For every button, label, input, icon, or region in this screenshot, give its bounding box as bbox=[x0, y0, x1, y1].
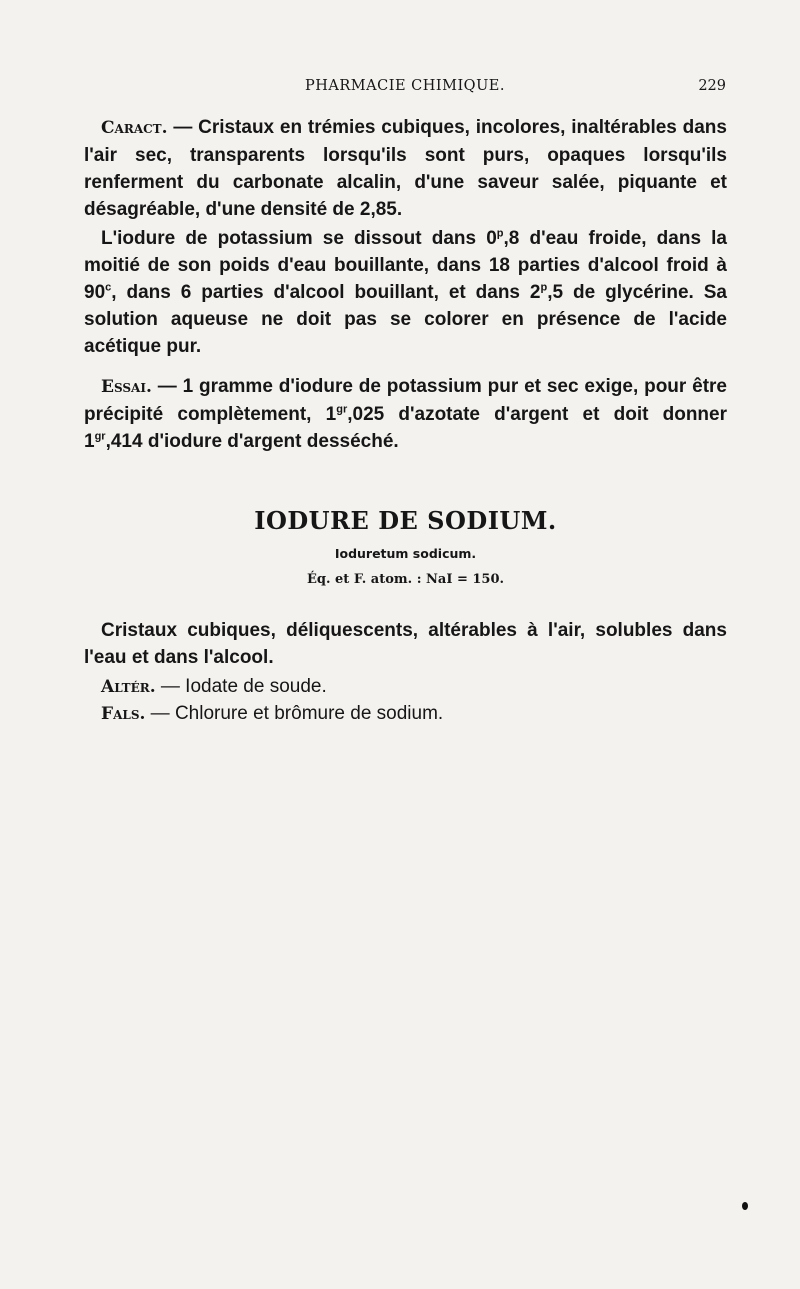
running-head bbox=[84, 78, 726, 100]
dissolution-sup-2: c bbox=[105, 281, 112, 294]
page-number: 229 bbox=[698, 78, 726, 94]
running-title: PHARMACIE CHIMIQUE. bbox=[305, 78, 505, 94]
essai-text-1: — 1 gramme d'iodure de potassium pur et sec exige, pour être précipité complètement, 1 bbox=[84, 376, 727, 425]
dissolution-sup-1: p bbox=[496, 227, 504, 240]
line-fals bbox=[84, 700, 727, 728]
paragraph-dissolution bbox=[84, 225, 727, 360]
paragraph-cristaux: Cristaux cubiques, déliquescents, altérables à l'air, solubles dans l'eau et dans l'alcool. bbox=[84, 620, 727, 668]
fals-text: — Chlorure et brômure de sodium. bbox=[145, 703, 444, 724]
alter-label: Altér. bbox=[101, 677, 156, 697]
caract-text: — Cristaux en trémies cubiques, incolores, inaltérables dans l'air sec, transparents lorsqu'ils sont purs, opaques lorsqu'ils renferment du carbonate alcalin, d'une saveur salée, piquante et désagréable, d'une densité de 2,85. bbox=[84, 117, 727, 220]
essai-sup-2: gr bbox=[94, 430, 106, 443]
paragraph-caract bbox=[84, 114, 727, 223]
dissolution-text-3: , dans 6 parties d'alcool bouillant, et dans 2 bbox=[111, 282, 541, 303]
section-title: IODURE DE SODIUM. bbox=[254, 506, 557, 535]
essai-text-2: ,025 d'azotate d'argent et doit donner 1 bbox=[84, 404, 727, 452]
dissolution-text-1: L'iodure de potassium se dissout dans 0 bbox=[101, 228, 497, 249]
essai-text-3: ,414 d'iodure d'argent desséché. bbox=[105, 431, 399, 452]
line-alter bbox=[84, 673, 727, 701]
dissolution-text-4: ,5 de glycérine. Sa solution aqueuse ne doit pas se colorer en présence de l'acide acétique pur. bbox=[84, 282, 727, 357]
chemical-formula: Éq. et F. atom. : NaI = 150. bbox=[306, 572, 505, 587]
dissolution-sup-3: p bbox=[540, 281, 548, 294]
essai-label: Essai. bbox=[101, 377, 152, 397]
caract-label: Caract. bbox=[101, 118, 168, 138]
essai-sup-1: gr bbox=[336, 403, 348, 416]
dissolution-text-2: ,8 d'eau froide, dans la moitié de son poids d'eau bouillante, dans 18 parties d'alcool froid à 90 bbox=[84, 228, 728, 303]
alter-text: — Iodate de soude. bbox=[155, 676, 327, 697]
paragraph-essai bbox=[84, 373, 727, 455]
fals-label: Fals. bbox=[101, 704, 146, 724]
latin-name: Ioduretum sodicum. bbox=[334, 546, 477, 561]
ink-spot bbox=[742, 1202, 748, 1210]
